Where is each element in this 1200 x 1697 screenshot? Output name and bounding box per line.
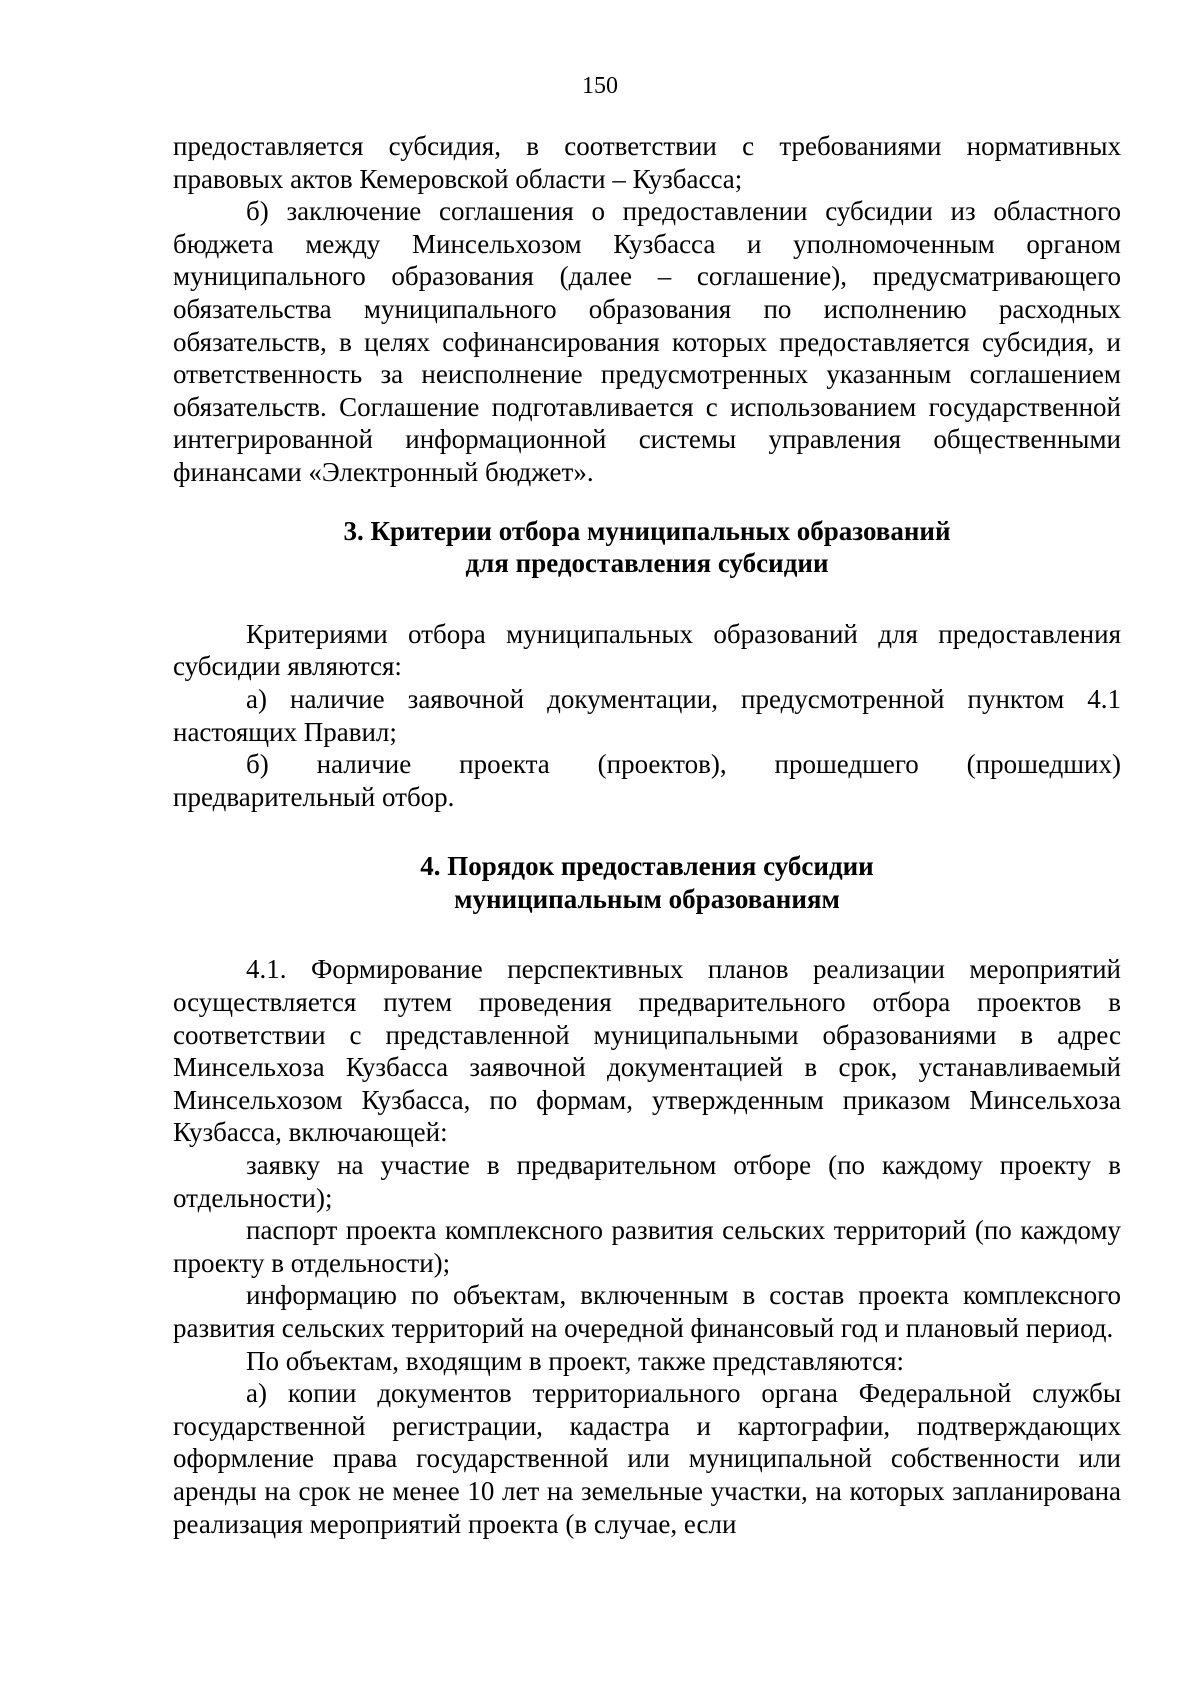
- section-4-list-item: информацию по объектам, включенным в состав проекта комплексного развития сельских территорий на очередной финансовый год и плановый период.: [173, 1280, 1121, 1343]
- section-3-item-b: б) наличие проекта (проектов), прошедшего (прошедших) предварительный отбор.: [173, 749, 1121, 812]
- page-number: 150: [582, 73, 618, 99]
- section-4-heading-line-1: 4. Порядок предоставления субсидии: [420, 851, 874, 882]
- section-3-heading-line-2: для предоставления субсидии: [465, 548, 829, 579]
- section-4-heading: [173, 850, 1121, 915]
- section-4-item-a: а) копии документов территориального органа Федеральной службы государственной регистрации, кадастра и картографии, подтверждающих оформление права государственной или муниципальной собственности или аренды на срок не менее 10 лет на земельные участки, на которых запланирована реализация мероприятий проекта (в случае, если: [173, 1378, 1121, 1539]
- section-4-paragraph: По объектам, входящим в проект, также представляются:: [246, 1345, 904, 1376]
- paragraph-continuation: предоставляется субсидия, в соответствии с требованиями нормативных правовых актов Кемеровской области – Кузбасса;: [173, 131, 1121, 194]
- section-4-paragraph-4-1: 4.1. Формирование перспективных планов реализации мероприятий осуществляется путем проведения предварительного отбора проектов в соответствии с представленной муниципальными образованиями в адрес Минсельхоза Кузбасса заявочной документацией в срок, устанавливаемый Минсельхозом Кузбасса, по формам, утвержденным приказом Минсельхоза Кузбасса, включающей:: [173, 954, 1121, 1148]
- section-3-heading-line-1: 3. Критерии отбора муниципальных образований: [343, 515, 951, 546]
- section-4-heading-line-2: муниципальным образованиям: [454, 883, 840, 914]
- document-body: [173, 130, 1121, 1540]
- section-3-item-a: а) наличие заявочной документации, предусмотренной пунктом 4.1 настоящих Правил;: [173, 683, 1121, 747]
- section-4-list-item: заявку на участие в предварительном отборе (по каждому проекту в отдельности);: [173, 1150, 1121, 1213]
- section-3-paragraph: Критериями отбора муниципальных образований для предоставления субсидии являются:: [173, 618, 1121, 682]
- section-4-list-item: паспорт проекта комплексного развития сельских территорий (по каждому проекту в отдельности);: [173, 1215, 1121, 1278]
- paragraph-agreement: б) заключение соглашения о предоставлении субсидии из областного бюджета между Минсельхозом Кузбасса и уполномоченным органом муниципального образования (далее – соглашение), предусматривающего обязательства муниципального образования по исполнению расходных обязательств, в целях софинансирования которых предоставляется субсидия, и ответственность за неисполнение предусмотренных указанным соглашением обязательств. Соглашение подготавливается с использованием государственной интегрированной информационной системы управления общественными финансами «Электронный бюджет».: [173, 196, 1121, 487]
- section-3-heading: [173, 515, 1121, 580]
